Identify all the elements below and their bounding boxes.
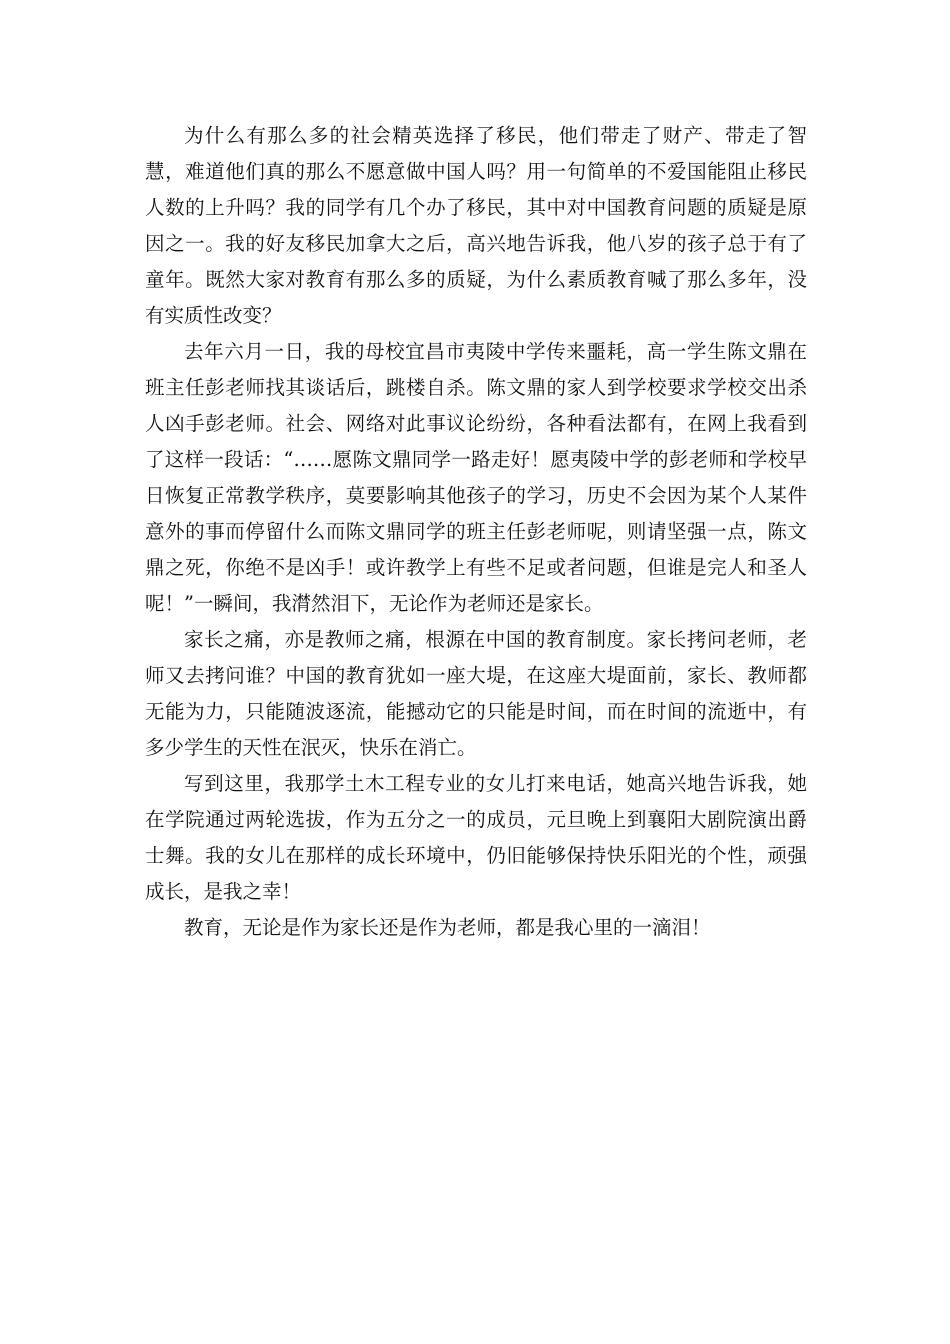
paragraph-tragedy: 去年六月一日，我的母校宜昌市夷陵中学传来噩耗，高一学生陈文鼎在班主任彭老师找其谈话后，跳楼自杀。陈文鼎的家人到学校要求学校交出杀人凶手彭老师。社会、网络对此事议论纷纷，各种看法都有，在网上我看到了这样一段话：“……愿陈文鼎同学一路走好！愿夷陵中学的彭老师和学校早日恢复正常教学秩序，莫要影响其他孩子的学习，历史不会因为某个人某件意外的事而停留什么而陈文鼎同学的班主任彭老师呢，则请坚强一点，陈文鼎之死，你绝不是凶手！或许教学上有些不足或者问题，但谁是完人和圣人呢！”一瞬间，我潸然泪下，无论作为老师还是家长。 xyxy=(145,340,807,615)
paragraph-conclusion: 教育，无论是作为家长还是作为老师，都是我心里的一滴泪！ xyxy=(184,916,711,939)
article-body xyxy=(145,118,807,946)
paragraph-emigration: 为什么有那么多的社会精英选择了移民，他们带走了财产、带走了智慧，难道他们真的那么不愿意做中国人吗？用一句简单的不爱国能阻止移民人数的上升吗？我的同学有几个办了移民，其中对中国教育问题的质疑是原因之一。我的好友移民加拿大之后，高兴地告诉我，他八岁的孩子总于有了童年。既然大家对教育有那么多的质疑，为什么素质教育喊了那么多年，没有实质性改变？ xyxy=(145,124,807,327)
paragraph-education-system: 家长之痛，亦是教师之痛，根源在中国的教育制度。家长拷问老师，老师又去拷问谁？中国的教育犹如一座大堤，在这座大堤面前，家长、教师都无能为力，只能随波逐流，能撼动它的只能是时间，而在时间的流逝中，有多少学生的天性在泯灭，快乐在消亡。 xyxy=(145,628,807,759)
paragraph-daughter: 写到这里，我那学土木工程专业的女儿打来电话，她高兴地告诉我，她在学院通过两轮选拔，作为五分之一的成员，元旦晚上到襄阳大剧院演出爵士舞。我的女儿在那样的成长环境中，仍旧能够保持快乐阳光的个性，顽强成长，是我之幸！ xyxy=(145,772,807,903)
